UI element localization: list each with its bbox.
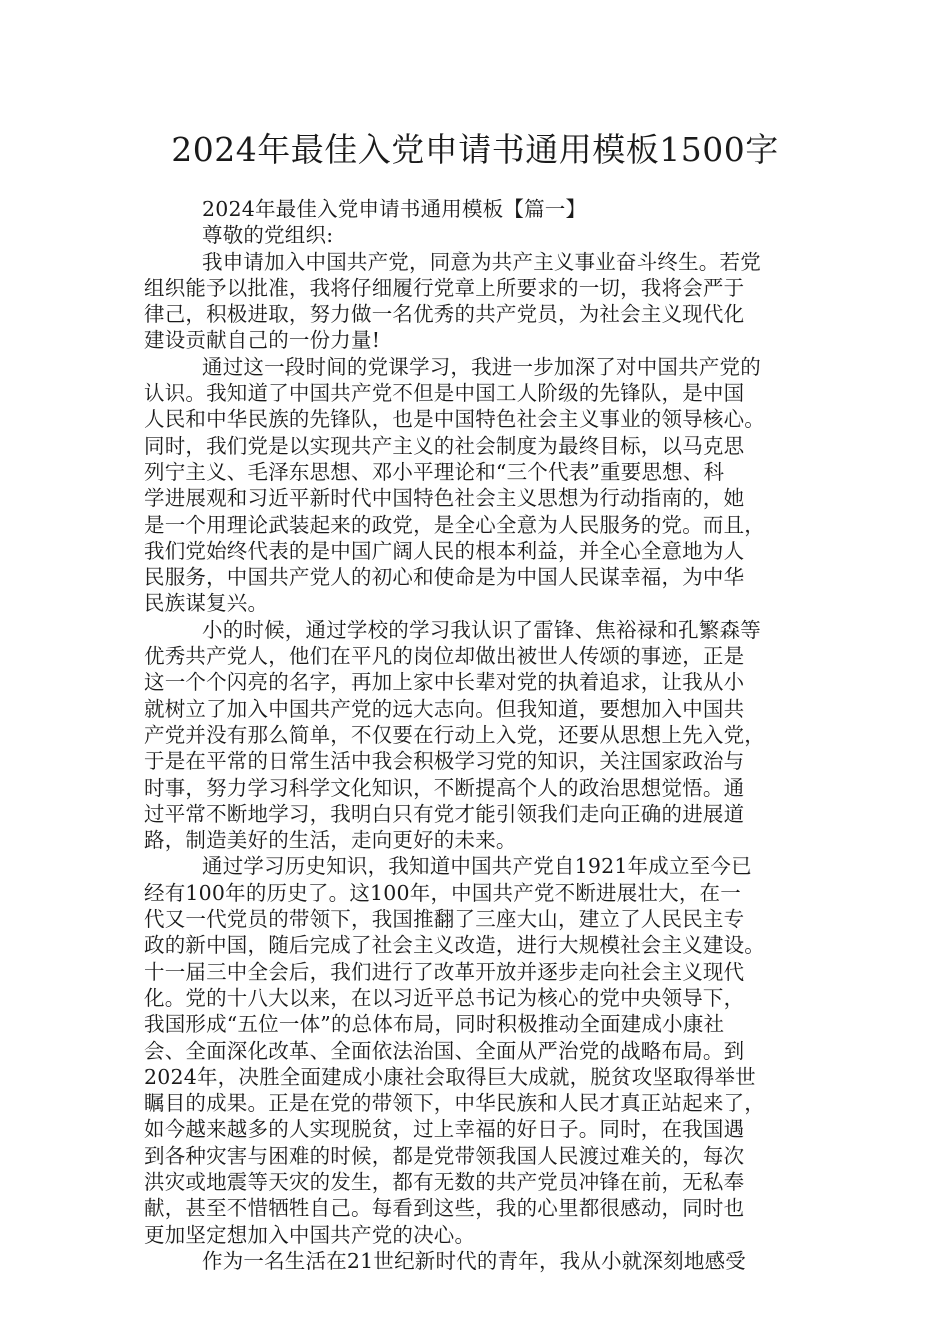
text-line: 到各种灾害与困难的时候，都是党带领我国人民渡过难关的，每次	[144, 1143, 745, 1168]
text-line: 人民和中华民族的先锋队，也是中国特色社会主义事业的领导核心。	[144, 407, 765, 432]
text-line: 民服务，中国共产党人的初心和使命是为中国人民谋幸福，为中华	[144, 565, 745, 590]
text-line: 组织能予以批准，我将仔细履行党章上所要求的一切，我将会严于	[144, 275, 745, 300]
text-line: 同时，我们党是以实现共产主义的社会制度为最终目标，以马克思	[144, 433, 745, 458]
text-line: 是一个用理论武装起来的政党，是全心全意为人民服务的党。而且，	[144, 512, 765, 537]
text-line: 过平常不断地学习，我明白只有党才能引领我们走向正确的进展道	[144, 801, 745, 826]
text-line: 2024年，决胜全面建成小康社会取得巨大成就，脱贫攻坚取得举世	[144, 1064, 756, 1089]
text-line: 就树立了加入中国共产党的远大志向。但我知道，要想加入中国共	[144, 696, 745, 721]
text-line: 代又一代党员的带领下，我国推翻了三座大山，建立了人民民主专	[144, 907, 745, 932]
text-line: 产党并没有那么简单，不仅要在行动上入党，还要从思想上先入党，	[144, 722, 765, 747]
text-line: 瞩目的成果。正是在党的带领下，中华民族和人民才真正站起来了，	[144, 1091, 765, 1116]
text-line: 小的时候，通过学校的学习我认识了雷锋、焦裕禄和孔繁森等	[202, 617, 761, 642]
text-line: 尊敬的党组织:	[202, 223, 334, 248]
text-line: 于是在平常的日常生活中我会积极学习党的知识，关注国家政治与	[144, 749, 745, 774]
text-line: 献，甚至不惜牺牲自己。每看到这些，我的心里都很感动，同时也	[144, 1196, 745, 1221]
text-line: 如今越来越多的人实现脱贫，过上幸福的好日子。同时，在我国遇	[144, 1117, 745, 1142]
document-body	[144, 196, 816, 1274]
text-line: 路，制造美好的生活，走向更好的未来。	[144, 828, 517, 853]
text-line: 作为一名生活在21世纪新时代的青年，我从小就深刻地感受	[202, 1248, 746, 1273]
text-line: 列宁主义、毛泽东思想、邓小平理论和“三个代表”重要思想、科	[144, 459, 725, 484]
text-line: 优秀共产党人，他们在平凡的岗位却做出被世人传颂的事迹，正是	[144, 644, 745, 669]
text-line: 通过这一段时间的党课学习，我进一步加深了对中国共产党的	[202, 354, 761, 379]
text-line: 通过学习历史知识，我知道中国共产党自1921年成立至今已	[202, 854, 752, 879]
text-line: 民族谋复兴。	[144, 591, 269, 616]
text-line: 会、全面深化改革、全面依法治国、全面从严治党的战略布局。到	[144, 1038, 745, 1063]
text-line: 我们党始终代表的是中国广阔人民的根本利益，并全心全意地为人	[144, 538, 745, 563]
text-line: 认识。我知道了中国共产党不但是中国工人阶级的先锋队，是中国	[144, 381, 745, 406]
text-line: 建设贡献自己的一份力量!	[144, 328, 381, 353]
text-line: 政的新中国，随后完成了社会主义改造，进行大规模社会主义建设。	[144, 933, 765, 958]
text-line: 十一届三中全会后，我们进行了改革开放并逐步走向社会主义现代	[144, 959, 745, 984]
document-title: 2024年最佳入党申请书通用模板1500字	[171, 130, 779, 169]
text-line: 化。党的十八大以来，在以习近平总书记为核心的党中央领导下，	[144, 985, 745, 1010]
text-line: 洪灾或地震等天灾的发生，都有无数的共产党员冲锋在前，无私奉	[144, 1169, 745, 1194]
text-line: 我申请加入中国共产党，同意为共产主义事业奋斗终生。若党	[202, 249, 761, 274]
text-line: 这一个个闪亮的名字，再加上家中长辈对党的执着追求，让我从小	[144, 670, 745, 695]
text-line: 经有100年的历史了。这100年，中国共产党不断进展壮大，在一	[144, 880, 741, 905]
text-line: 律己，积极进取，努力做一名优秀的共产党员，为社会主义现代化	[144, 302, 745, 327]
text-line: 更加坚定想加入中国共产党的决心。	[144, 1222, 476, 1247]
text-line: 我国形成“五位一体”的总体布局，同时积极推动全面建成小康社	[144, 1012, 725, 1037]
text-line: 学进展观和习近平新时代中国特色社会主义思想为行动指南的，她	[144, 486, 745, 511]
text-line: 2024年最佳入党申请书通用模板【篇一】	[202, 197, 587, 221]
text-line: 时事，努力学习科学文化知识，不断提高个人的政治思想觉悟。通	[144, 775, 745, 800]
